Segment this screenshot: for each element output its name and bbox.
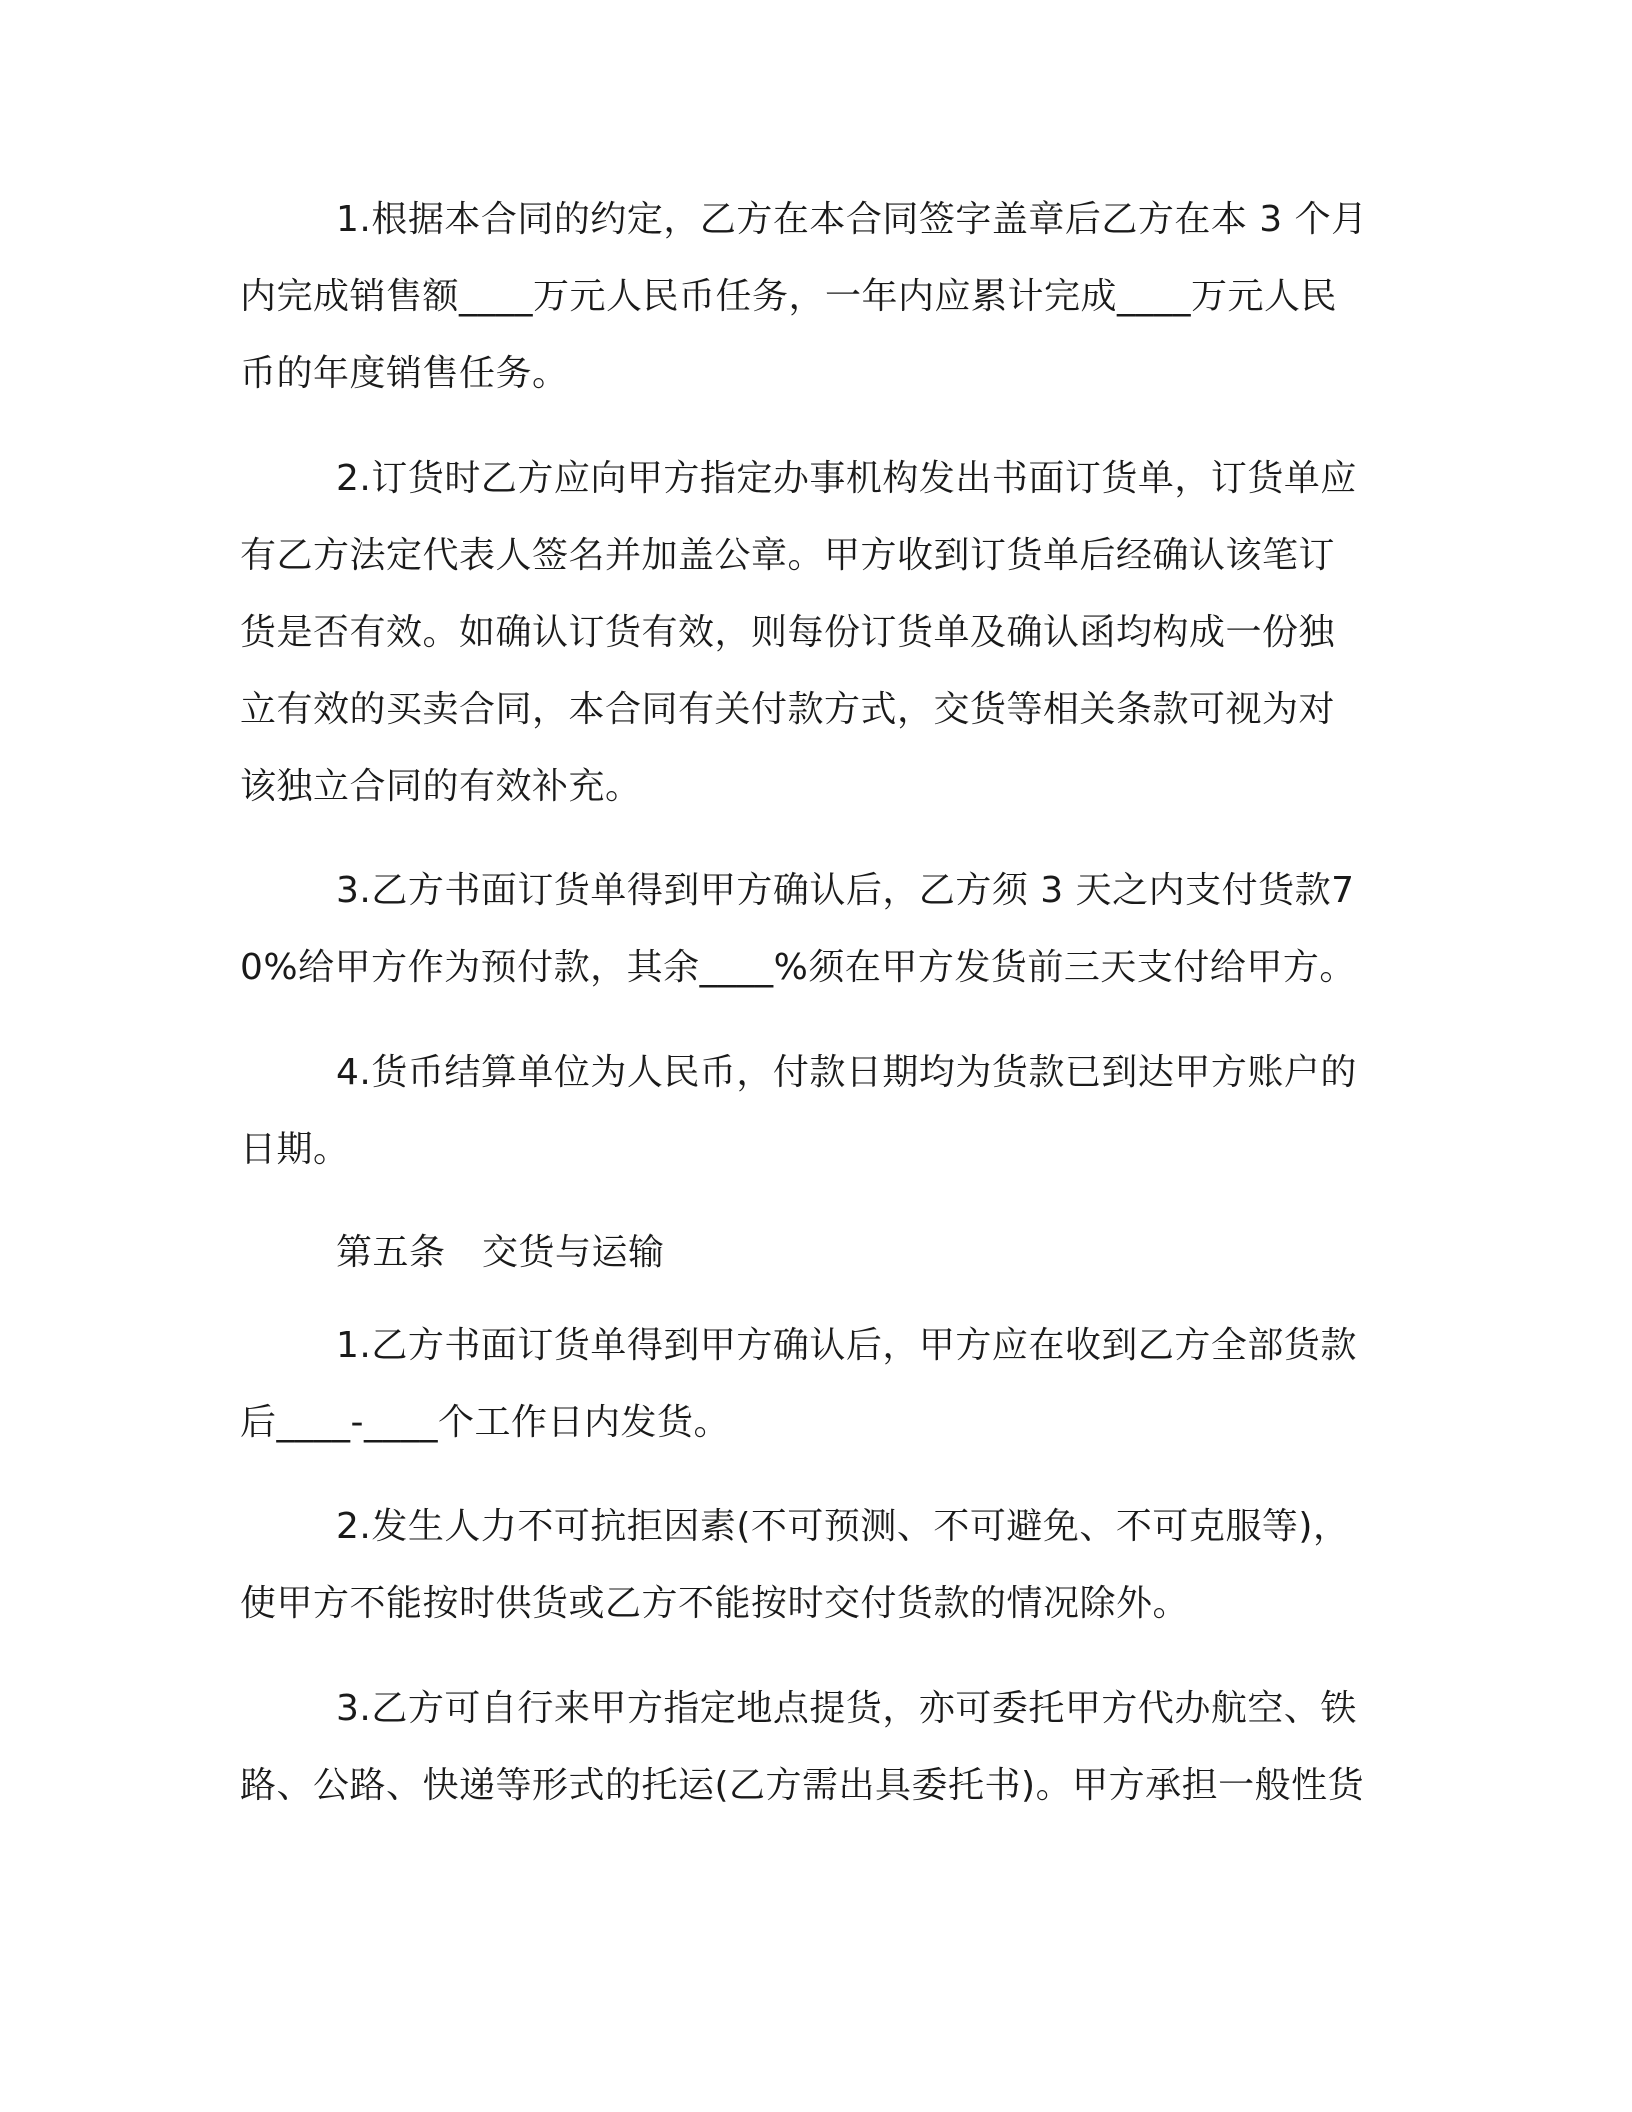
paragraph-shipping-method: 3.乙方可自行来甲方指定地点提货，亦可委托甲方代办航空、铁路、公路、快递等形式的托运(乙方需出具委托书)。甲方承担一般性货 (240, 1688, 1365, 1806)
paragraph-force-majeure: 2.发生人力不可抗拒因素(不可预测、不可避免、不可克服等)，使甲方不能按时供货或乙方不能按时交付货款的情况除外。 (240, 1506, 1350, 1624)
paragraph-prepayment: 3.乙方书面订货单得到甲方确认后，乙方须 3 天之内支付货款70%给甲方作为预付款，其余____%须在甲方发货前三天支付给甲方。 (240, 870, 1356, 988)
paragraph-delivery-timing: 1.乙方书面订货单得到甲方确认后，甲方应在收到乙方全部货款后____-____个工作日内发货。 (240, 1325, 1357, 1443)
paragraph-sales-target: 1.根据本合同的约定，乙方在本合同签字盖章后乙方在本 3 个月内完成销售额____万元人民币任务，一年内应累计完成____万元人民币的年度销售任务。 (240, 199, 1368, 394)
paragraph-currency-settlement: 4.货币结算单位为人民币，付款日期均为货款已到达甲方账户的日期。 (240, 1052, 1357, 1170)
section-heading-delivery: 第五条 交货与运输 (336, 1232, 665, 1273)
paragraph-order-procedure: 2.订货时乙方应向甲方指定办事机构发出书面订货单，订货单应有乙方法定代表人签名并加盖公章。甲方收到订货单后经确认该笔订货是否有效。如确认订货有效，则每份订货单及确认函均构成一份独立有效的买卖合同，本合同有关付款方式，交货等相关条款可视为对该独立合同的有效补充。 (240, 458, 1357, 807)
